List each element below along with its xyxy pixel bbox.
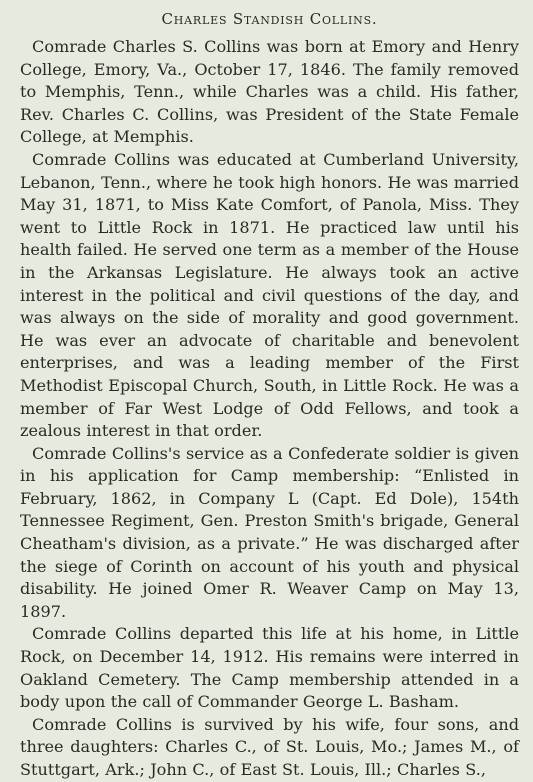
page-heading: Charles Standish Collins. [161, 10, 378, 28]
paragraph-birth: Comrade Charles S. Collins was born at Emory and Henry College, Emory, Va., October 17, 1846. The family removed to Memphis, Tenn., while Charles was a child. His father, Rev. Charles C. Collins, was President of the State Female College, at Memphis. [20, 37, 519, 147]
paragraph-education: Comrade Collins was educated at Cumberland University, Lebanon, Tenn., where he took high honors. He was married May 31, 1871, to Miss Kate Comfort, of Panola, Miss. They went to Little Rock in 1871. He practiced law until his health failed. He served one term as a member of the House in the Arkansas Legislature. He always took an active interest in the political and civil questions of the day, and was always on the side of morality and good government. He was ever an advocate of charitable and benevolent enterprises, and was a leading member of the First Methodist Episcopal Church, South, in Little Rock. He was a member of Far West Lodge of Odd Fellows, and took a zealous interest in that order. [20, 149, 519, 441]
paragraph-service: Comrade Collins's service as a Confederate soldier is given in his application for Camp membership: “Enlisted in February, 1862, in Company L (Capt. Ed Dole), 154th Tennessee Regiment, Gen. Preston Smith's brigade, General Cheatham's division, as a private.” He was discharged after the siege of Corinth on account of his youth and physical disability. He joined Omer R. Weaver Camp on May 13, 1897. [20, 443, 519, 621]
paragraph-death: Comrade Collins departed this life at his home, in Little Rock, on December 14, 1912. His remains were interred in Oakland Cemetery. The Camp membership attended in a body upon the call of Commander George L. Basham. [20, 624, 519, 712]
paragraph-survivors: Comrade Collins is survived by his wife, four sons, and three daughters: Charles C., of St. Louis, Mo.; James M., of Stuttgart, Ark.; John C., of East St. Louis, Ill.; Charles S., [20, 714, 519, 779]
